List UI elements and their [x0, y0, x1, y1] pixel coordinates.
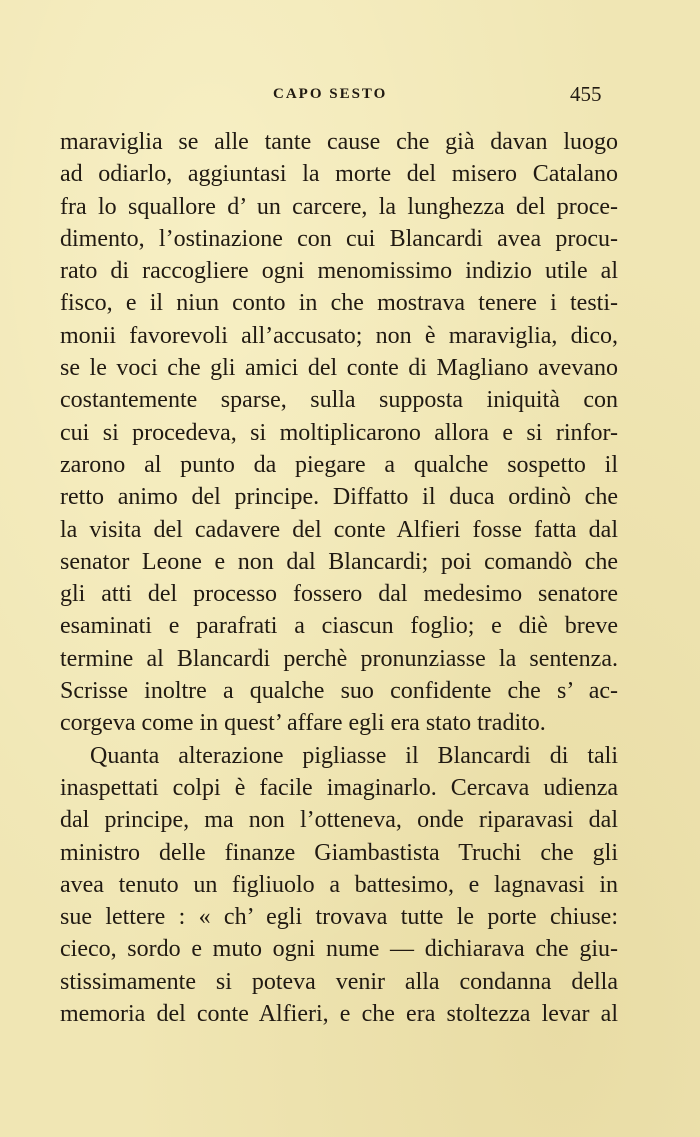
text-line: ad odiarlo, aggiuntasi la morte del misero Catalano	[60, 161, 618, 188]
text-line: zarono al punto da piegare a qualche sospetto il	[60, 451, 618, 478]
text-line: la visita del cadavere del conte Alfieri fosse fatta dal	[60, 516, 618, 543]
text-line: ministro delle finanze Giambastista Truchi che gli	[60, 839, 618, 866]
text-line: Scrisse inoltre a qualche suo confidente che s’ ac-	[60, 678, 618, 705]
text-line: retto animo del principe. Diffatto il duca ordinò che	[60, 484, 618, 511]
running-head: CAPO SESTO	[273, 86, 388, 102]
page-header	[0, 82, 700, 110]
text-line: corgeva come in quest’ affare egli era stato tradito.	[60, 710, 546, 737]
text-line: rato di raccogliere ogni menomissimo indizio utile al	[60, 258, 618, 285]
text-line: inaspettati colpi è facile imaginarlo. Cercava udienza	[60, 774, 618, 801]
text-line: dal principe, ma non l’otteneva, onde riparavasi dal	[60, 807, 618, 834]
text-line: fisco, e il niun conto in che mostrava tenere i testi-	[60, 290, 618, 317]
text-line: sue lettere : « ch’ egli trovava tutte le porte chiuse:	[60, 904, 618, 931]
text-line: cui si procedeva, si moltiplicarono allora e si rinfor-	[60, 419, 618, 446]
text-line: cieco, sordo e muto ogni nume — dichiarava che giu-	[60, 936, 618, 963]
text-line: maraviglia se alle tante cause che già davan luogo	[60, 129, 618, 155]
text-line: stissimamente si poteva venir alla condanna della	[60, 968, 618, 995]
text-line: gli atti del processo fossero dal medesimo senatore	[60, 581, 618, 608]
text-line: fra lo squallore d’ un carcere, la lunghezza del proce-	[60, 193, 618, 220]
text-line: termine al Blancardi perchè pronunziasse la sentenza.	[60, 645, 618, 672]
text-line: dimento, l’ostinazione con cui Blancardi avea procu-	[60, 225, 618, 252]
text-line: esaminati e parafrati a ciascun foglio; e diè breve	[60, 613, 618, 640]
text-line: Quanta alterazione pigliasse il Blancardi di tali	[90, 742, 618, 769]
page-number: 455	[570, 82, 602, 106]
text-line: senator Leone e non dal Blancardi; poi comandò che	[60, 548, 618, 575]
text-line: costantemente sparse, sulla supposta iniquità con	[60, 387, 618, 414]
text-line: memoria del conte Alfieri, e che era stoltezza levar al	[60, 1001, 618, 1028]
text-line: monii favorevoli all’accusato; non è maraviglia, dico,	[60, 322, 618, 349]
text-line: se le voci che gli amici del conte di Magliano avevano	[60, 355, 618, 382]
body-text	[60, 126, 618, 1030]
text-line: avea tenuto un figliuolo a battesimo, e lagnavasi in	[60, 871, 618, 898]
